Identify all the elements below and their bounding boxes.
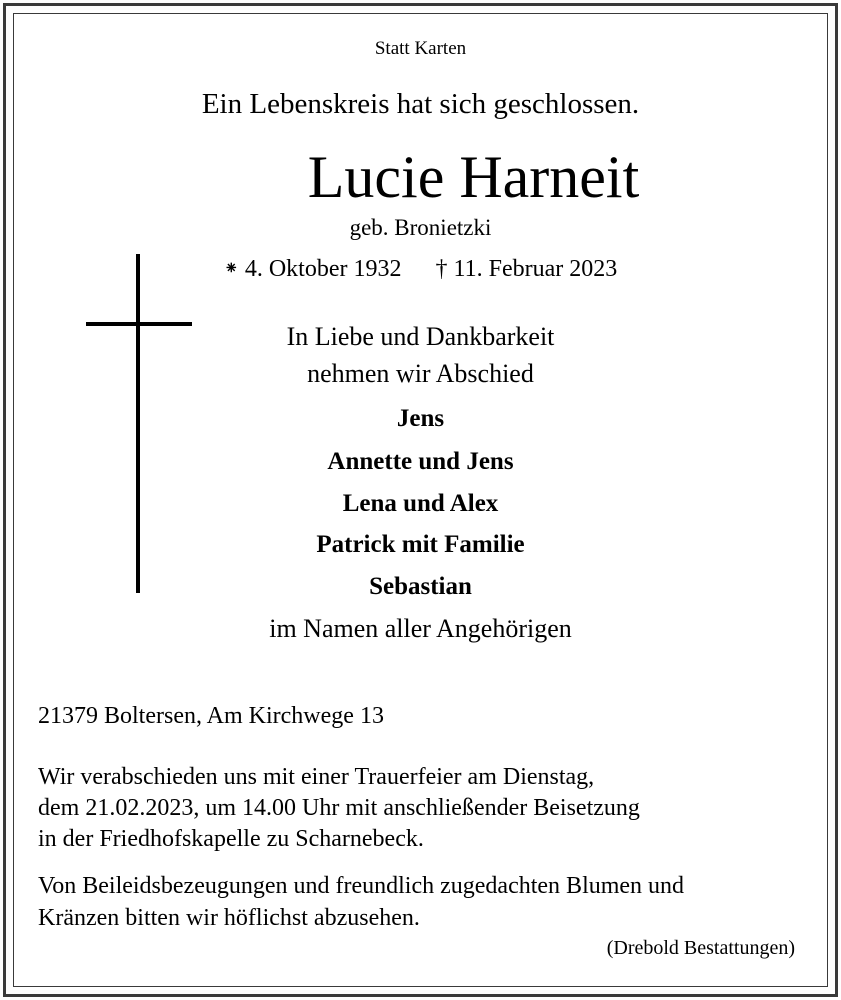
condolences-line-1: Von Beileidsbezeugungen und freundlich zugedachten Blumen und	[38, 873, 685, 899]
mourner-1: Jens	[396, 405, 445, 432]
death-dagger-icon: †	[435, 256, 448, 282]
mourner-3: Lena und Alex	[342, 490, 499, 517]
deceased-name: Lucie Harneit	[307, 144, 640, 210]
ceremony-line-2: dem 21.02.2023, um 14.00 Uhr mit anschließender Beisetzung	[38, 795, 640, 821]
mourners-footer: im Namen aller Angehörigen	[269, 614, 572, 643]
mourner-2: Annette und Jens	[327, 448, 514, 475]
birth-date: 4. Oktober 1932	[244, 256, 402, 282]
ceremony-line-3: in der Friedhofskapelle zu Scharnebeck.	[38, 826, 424, 852]
condolences-line-2: Kränzen bitten wir höflichst abzusehen.	[38, 905, 420, 931]
header-statt-karten: Statt Karten	[374, 38, 467, 59]
mourner-4: Patrick mit Familie	[316, 531, 525, 558]
farewell-line-1: In Liebe und Dankbarkeit	[286, 322, 555, 351]
address: 21379 Boltersen, Am Kirchwege 13	[38, 703, 384, 729]
ceremony-line-1: Wir verabschieden uns mit einer Trauerfeier am Dienstag,	[38, 764, 595, 790]
mourner-5: Sebastian	[369, 573, 472, 600]
farewell-line-2: nehmen wir Abschied	[307, 359, 534, 388]
undertaker: (Drebold Bestattungen)	[606, 937, 795, 959]
birth-star-icon: ⁕	[223, 258, 239, 278]
motto: Ein Lebenskreis hat sich geschlossen.	[201, 88, 640, 120]
maiden-name: geb. Bronietzki	[349, 215, 492, 240]
death-date: 11. Februar 2023	[453, 256, 618, 282]
life-dates	[0, 256, 841, 283]
